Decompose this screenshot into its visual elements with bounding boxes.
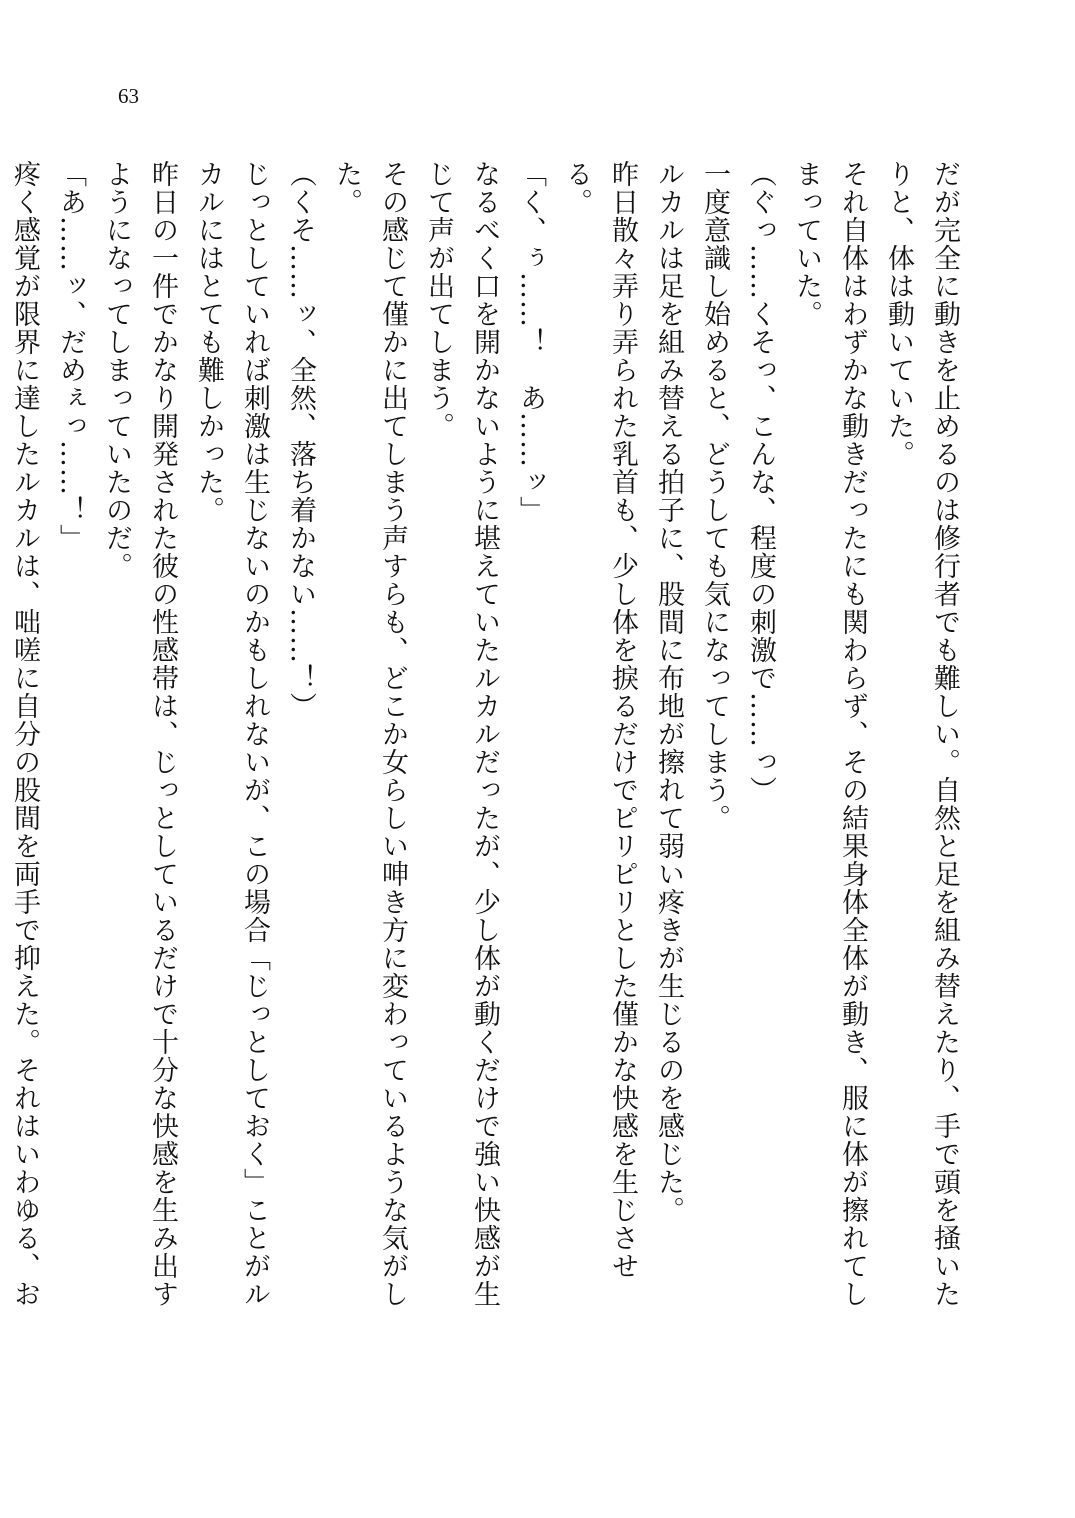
page-number: 63 (118, 84, 139, 108)
paragraph: じっとしていれば刺激は生じないのかもしれないが、この場合「じっとしておく」ことがルカルにはとても難しかった。 (193, 160, 270, 1308)
paragraph: だが完全に動きを止めるのは修行者でも難しい。自然と足を組み替えたり、手で頭を掻いたりと、体は動いていた。 (883, 160, 960, 1308)
body-text (0, 160, 967, 1335)
paragraph: ルカルは足を組み替える拍子に、股間に布地が擦れて弱い疼きが生じるのを感じた。 (653, 160, 684, 1224)
paragraph: それ自体はわずかな動きだったにも関わらず、その結果身体全体が動き、服に体が擦れてしまっていた。 (791, 160, 868, 1308)
paragraph: なるべく口を開かないように堪えていたルカルだったが、少し体が動くだけで強い快感が生じて声が出てしまう。 (423, 160, 500, 1308)
paragraph: 「あ……ッ、だめぇっ……！」 (55, 160, 86, 552)
paragraph: 疼く感覚が限界に達したルカルは、咄嗟に自分の股間を両手で抑えた。それはいわゆる、お (9, 160, 40, 1308)
paragraph: （ぐっ……くそっ、こんな、程度の刺激で……っ） (745, 160, 776, 804)
paragraph: （くそ……ッ、全然、落ち着かない……！） (285, 160, 316, 720)
paragraph: 「く、ぅ……！ あ……ッ」 (515, 160, 546, 524)
paragraph: 一度意識し始めると、どうしても気になってしまう。 (699, 160, 730, 832)
paragraph: その感じて僅かに出てしまう声すらも、どこか女らしい呻き方に変わっているような気がした。 (331, 160, 408, 1308)
paragraph: 昨日散々弄り弄られた乳首も、少し体を捩るだけでピリピリとした僅かな快感を生じさせる。 (561, 160, 638, 1280)
paragraph: 昨日の一件でかなり開発された彼の性感帯は、じっとしているだけで十分な快感を生み出すようになってしまっていたのだ。 (101, 160, 178, 1308)
